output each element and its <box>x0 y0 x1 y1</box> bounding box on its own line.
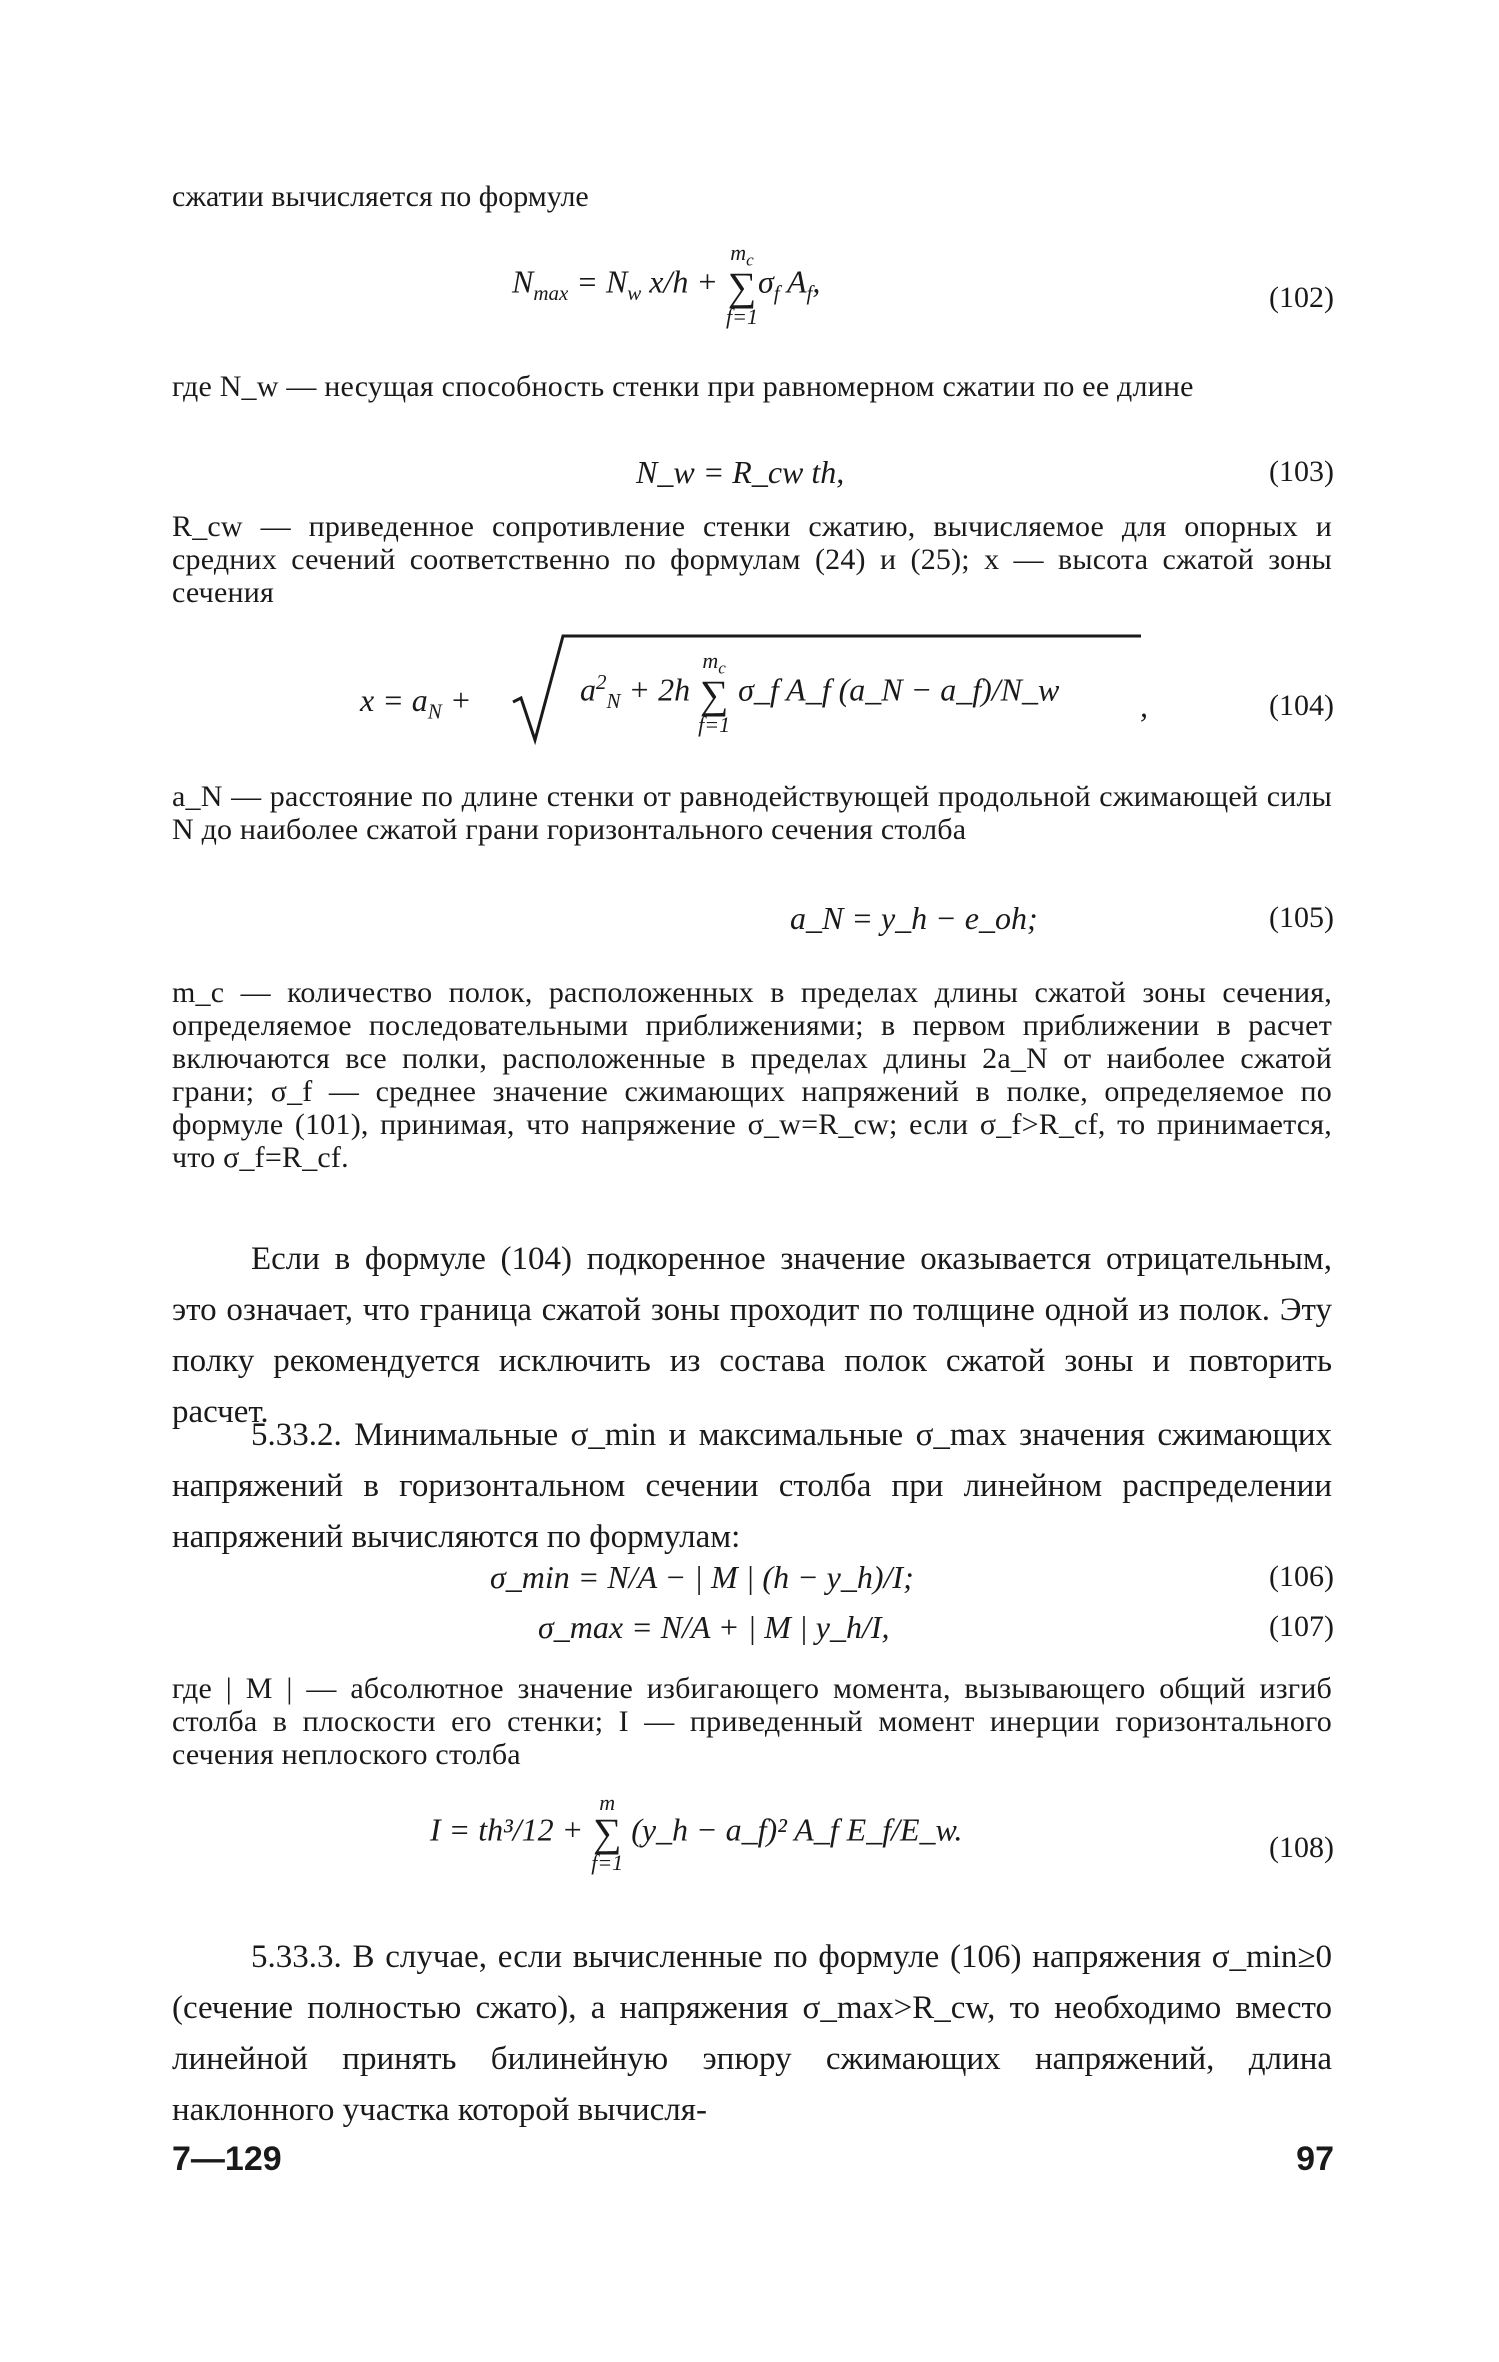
eq-number-105: (105) <box>1269 901 1334 934</box>
paragraph-5-33-3: 5.33.3. В случае, если вычисленные по формуле (106) напряжения σ_min≥0 (сечение полностью сжато), а напряжения σ_max>R_cw, то необходимо вместо линейной принять билинейную эпюру сжимающих напряжений, длина наклонного участка которой вычисля- <box>172 1939 1332 2128</box>
eq-number-102: (102) <box>1269 281 1334 314</box>
paragraph-mc: m_c — количество полок, расположенных в пределах длины сжатой зоны сечения, определяемое последовательными приближениями; в первом приближении в расчет включаются все полки, расположенные в пределах длины 2a_N от наиболее сжатой грани; σ_f — среднее значение сжимающих напряжений в полке, определяемое по формуле (101), принимая, что напряжение σ_w=R_cw; если σ_f>R_cf, то принимается, что σ_f=R_cf. <box>172 976 1332 1174</box>
equation-104-radicand: $a^2_N + 2h$ $m_c$ ∑ f=1 σ_f A_f (a_N − a_f)/N_w <box>580 648 1060 738</box>
equation-104-lhs: $x = a_N$ + <box>360 682 472 724</box>
sum-symbol-102: $m_c$ ∑ f=1 <box>725 240 758 330</box>
sum-symbol-104: $m_c$ ∑ f=1 <box>698 648 731 738</box>
equation-104-comma: , <box>1140 688 1148 724</box>
paragraph-rcw: R_cw — приведенное сопротивление стенки сжатию, вычисляемое для опорных и средних сечений соответственно по формулам (24) и (25); x — высота сжатой зоны сечения <box>172 510 1332 609</box>
paragraph-an: a_N — расстояние по длине стенки от равнодействующей продольной сжимающей силы N до наиболее сжатой грани горизонтального сечения столба <box>172 780 1332 846</box>
equation-102: $N_{max} = N_w$ x/h + $m_c$ ∑ f=1 $\sigma_f$ $A_f$, <box>512 240 821 330</box>
page-number: 97 <box>1296 2140 1334 2178</box>
paragraph-5-33-2: 5.33.2. Минимальные σ_min и максимальные σ_max значения сжимающих напряжений в горизонтальном сечении столба при линейном распределении напряжений вычисляются по формулам: <box>172 1417 1332 1555</box>
sum-symbol-108: m ∑ f=1 <box>591 1790 624 1875</box>
paragraph-moment: где | M | — абсолютное значение избигающего момента, вызывающего общий изгиб столба в плоскости его стенки; I — приведенный момент инерции горизонтального сечения неплоского столба <box>172 1672 1332 1771</box>
eq-number-108: (108) <box>1269 1831 1334 1864</box>
equation-106: σ_min = N/A − | M | (h − y_h)/I; <box>490 1559 914 1595</box>
paragraph-negative-root: Если в формуле (104) подкоренное значение оказывается отрицательным, это означает, что граница сжатой зоны проходит по толщине одной из полок. Эту полку рекомендуется исключить из состава полок сжатой зоны и повторить расчет. <box>172 1241 1332 1430</box>
equation-108: I = th³/12 + m ∑ f=1 (y_h − a_f)² A_f E_f/E_w. <box>430 1790 963 1875</box>
equation-105: a_N = y_h − e_oh; <box>790 900 1038 936</box>
eq-number-103: (103) <box>1269 455 1334 488</box>
equation-103: N_w = R_cw th, <box>636 454 845 490</box>
footer-signature: 7—129 <box>172 2140 282 2178</box>
paragraph-nw: где N_w — несущая способность стенки при равномерном сжатии по ее длине <box>172 370 1194 403</box>
intro-text: сжатии вычисляется по формуле <box>172 180 589 213</box>
eq-number-107: (107) <box>1269 1610 1334 1643</box>
eq-number-104: (104) <box>1269 689 1334 722</box>
equation-107: σ_max = N/A + | M | y_h/I, <box>538 1609 890 1645</box>
eq-number-106: (106) <box>1269 1560 1334 1593</box>
